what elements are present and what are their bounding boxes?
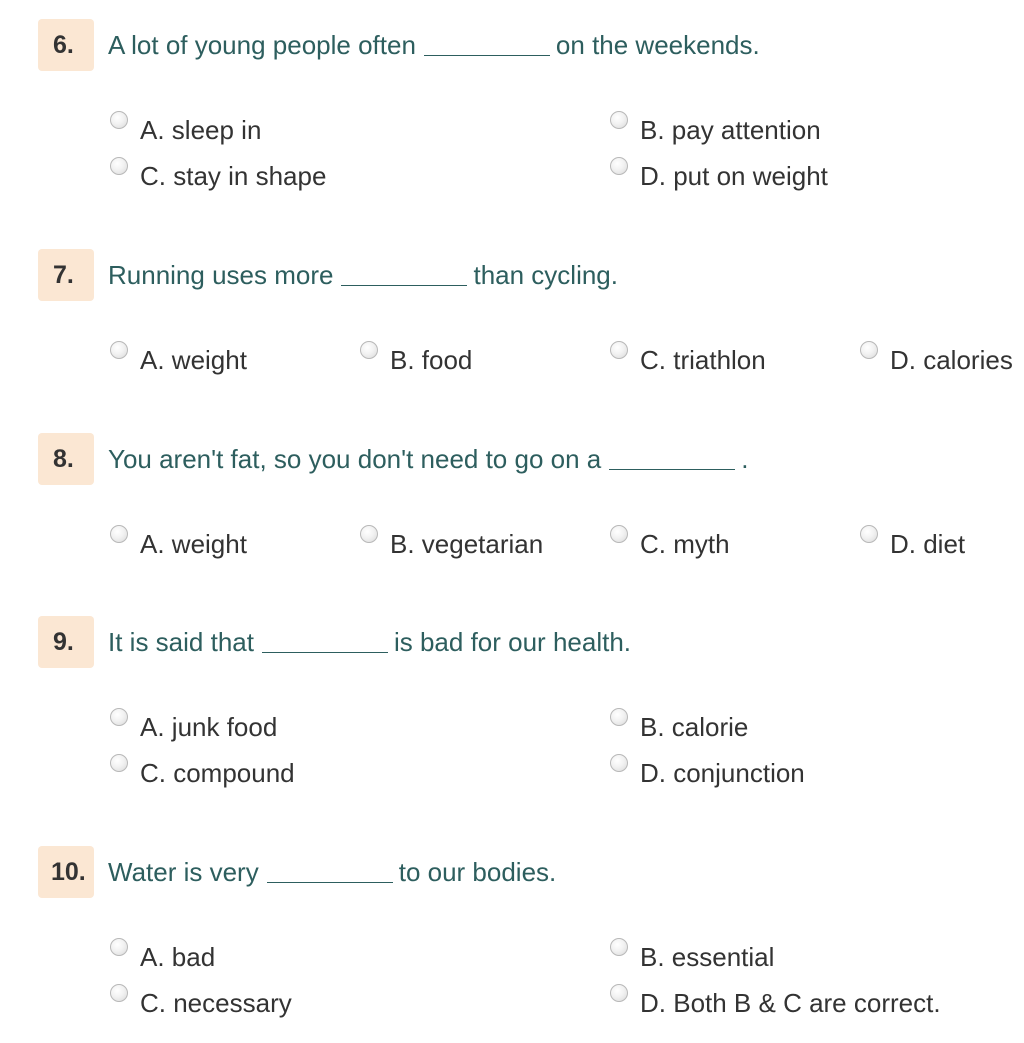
radio-unchecked-icon[interactable] [110,754,128,772]
question-text-after: . [741,444,749,474]
radio-unchecked-icon[interactable] [610,525,628,543]
option-label: B. pay attention [640,115,821,145]
radio-unchecked-icon[interactable] [360,341,378,359]
option-label: D. Both B & C are correct. [640,988,941,1018]
option-label: C. compound [140,758,295,788]
question-number: 7. [38,249,94,301]
radio-unchecked-icon[interactable] [860,341,878,359]
option-label: A. junk food [140,712,278,742]
radio-unchecked-icon[interactable] [110,938,128,956]
question-number: 10. [38,846,94,898]
option-label: A. weight [140,345,247,375]
option-label: D. calories [890,345,1013,375]
answer-blank [424,33,550,56]
question-text-before: A lot of young people often [108,30,416,60]
radio-unchecked-icon[interactable] [860,525,878,543]
option-label: C. stay in shape [140,161,327,191]
question-text-before: You aren't fat, so you don't need to go on a [108,444,602,474]
option-label: A. bad [140,942,216,972]
answer-blank [267,860,393,883]
radio-unchecked-icon[interactable] [360,525,378,543]
question-text-before: Running uses more [108,260,334,290]
radio-unchecked-icon[interactable] [110,525,128,543]
radio-unchecked-icon[interactable] [610,157,628,175]
question-text-after: on the weekends. [555,30,760,60]
question-text-before: Water is very [108,857,259,887]
radio-unchecked-icon[interactable] [110,111,128,129]
answer-blank [262,630,388,653]
radio-unchecked-icon[interactable] [110,984,128,1002]
question-text [108,19,760,71]
option-label: A. weight [140,529,247,559]
option-label: A. sleep in [140,115,262,145]
question-text [108,433,748,485]
question-text-after: is bad for our health. [393,627,632,657]
question-text-after: than cycling. [473,260,618,290]
option-label: C. necessary [140,988,292,1018]
radio-unchecked-icon[interactable] [610,754,628,772]
option-label: C. triathlon [640,345,766,375]
radio-unchecked-icon[interactable] [610,708,628,726]
question-number: 6. [38,19,94,71]
question-text-after: to our bodies. [398,857,557,887]
radio-unchecked-icon[interactable] [610,938,628,956]
question-number: 8. [38,433,94,485]
question-text [108,616,631,668]
radio-unchecked-icon[interactable] [610,984,628,1002]
question-text [108,846,556,898]
option-label: D. diet [890,529,966,559]
option-label: C. myth [640,529,730,559]
option-label: B. vegetarian [390,529,544,559]
option-label: B. calorie [640,712,749,742]
option-label: B. food [390,345,473,375]
question-text [108,249,618,301]
option-label: D. put on weight [640,161,828,191]
radio-unchecked-icon[interactable] [610,341,628,359]
option-label: D. conjunction [640,758,805,788]
question-text-before: It is said that [108,627,254,657]
radio-unchecked-icon[interactable] [110,157,128,175]
radio-unchecked-icon[interactable] [110,708,128,726]
radio-unchecked-icon[interactable] [110,341,128,359]
radio-unchecked-icon[interactable] [610,111,628,129]
question-number: 9. [38,616,94,668]
option-label: B. essential [640,942,775,972]
answer-blank [341,263,467,286]
answer-blank [609,447,735,470]
